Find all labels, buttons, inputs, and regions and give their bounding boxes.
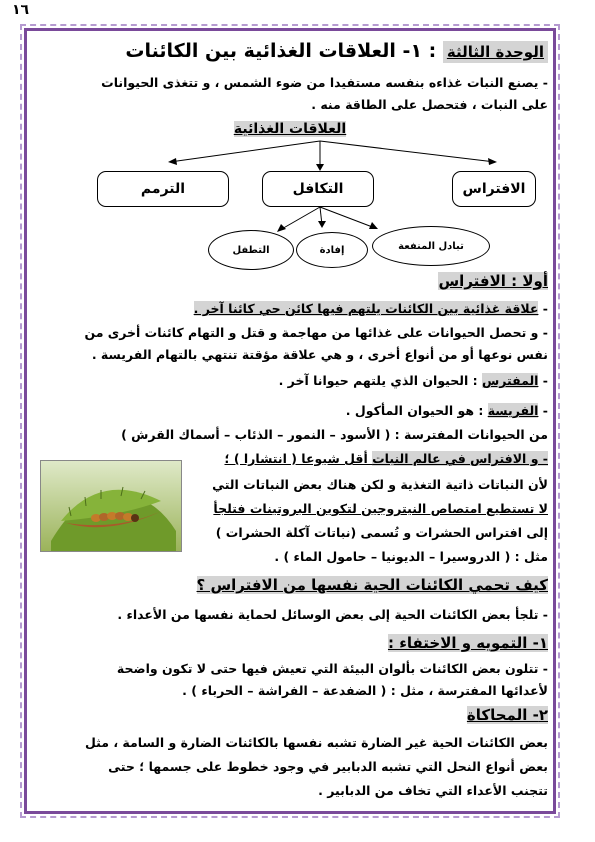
- arrow-line-predation: [320, 141, 495, 162]
- camouflage-heading: ١- التمويه و الاختفاء :: [387, 634, 548, 652]
- arrowhead: [369, 222, 378, 229]
- arrowhead: [318, 221, 326, 228]
- page-number: ١٦: [12, 2, 30, 18]
- arrow-line-mutualism: [320, 207, 375, 228]
- prey-definition: - الفريسة : هو الحيوان المأكول .: [345, 403, 548, 418]
- unit-label: الوحدة الثالثة: [443, 41, 548, 63]
- box-predation: الافتراس: [452, 171, 536, 207]
- arrowhead: [316, 164, 324, 171]
- predator-examples: من الحيوانات المفترسة : ( الأسود – النمور – الذئاب – أسماك القرش ): [121, 427, 548, 442]
- section1-heading: أولا : الافتراس: [438, 272, 548, 290]
- arrow-line-parasitism: [280, 207, 320, 230]
- ellipse-mutualism: تبادل المنفعة: [372, 226, 490, 266]
- ellipse-parasitism: التطفل: [208, 230, 294, 270]
- arrowhead: [277, 224, 286, 232]
- arrowhead: [488, 158, 497, 165]
- section2-heading: كيف تحمي الكائنات الحية نفسها من الافتراس ؟: [196, 576, 548, 594]
- box-scavenging: الترمم: [97, 171, 229, 207]
- intro-line-1: - يصنع النبات غذاءه بنفسه مستفيدا من ضوء الشمس ، و تتغذى الحيوانات: [101, 75, 548, 90]
- plants-predation: - و الافتراس في عالم النبات أقل شيوعا ( انتشارا ) ؛: [224, 451, 548, 466]
- box-symbiosis: التكافل: [262, 171, 374, 207]
- plants-line-1: لأن النباتات ذاتية التغذية و لكن هناك بعض النباتات التي: [212, 477, 548, 492]
- title-text: : ١- العلاقات الغذائية بين الكائنات: [125, 40, 443, 62]
- mimicry-line-1: بعض الكائنات الحية غير الضارة تشبه نفسها بالكائنات الضارة و السامة ، مثل: [84, 735, 548, 750]
- ellipse-commensalism: إفادة: [296, 232, 368, 268]
- section2-intro: - تلجأ بعض الكائنات الحية إلى بعض الوسائل لحماية نفسها من الأعداء .: [117, 607, 548, 622]
- section1-desc-2: نفس نوعها أو من أنواع أخرى ، و هي علاقة مؤقتة تنتهي بالتهام الفريسة .: [91, 347, 548, 362]
- intro-line-2: على النبات ، فتحصل على الطاقة منه .: [311, 97, 548, 112]
- diagram-heading: العلاقات الغذائية: [233, 121, 347, 137]
- section1-definition: - علاقة غذائية بين الكائنات يلتهم فيها كائن حي كائنا آخر .: [193, 301, 548, 316]
- section1-desc-1: - و تحصل الحيوانات على غذائها من مهاجمة و قتل و التهام كائنات أخرى من: [84, 325, 548, 340]
- venus-flytrap-picture: [40, 460, 182, 552]
- mimicry-line-3: تتجنب الأعداء التي تخاف من الدبابير .: [318, 783, 548, 798]
- mimicry-line-2: بعض أنواع النحل التي تشبه الدبابير في وجود خطوط على جسمها ؛ حتى: [108, 759, 548, 774]
- plants-line-3: إلى افتراس الحشرات و تُسمى (نباتات آكلة الحشرات ): [215, 525, 548, 540]
- camouflage-line-1: - تتلون بعض الكائنات بألوان البيئة التي تعيش فيها حتى لا تكون واضحة: [116, 661, 548, 676]
- arrow-line-scavenging: [170, 141, 320, 162]
- arrowhead: [168, 158, 177, 165]
- mimicry-heading: ٢- المحاكاة: [466, 706, 548, 724]
- plants-line-4: مثل : ( الدروسيرا – الديونيا – حامول الماء ) .: [274, 549, 548, 564]
- plants-line-2: لا تستطيع امتصاص النيتروجين لتكوين البروتينات فتلجأ: [213, 501, 548, 516]
- predator-definition: - المفترس : الحيوان الذي يلتهم حيوانا آخر .: [278, 373, 548, 388]
- camouflage-line-2: لأعدائها المفترسة ، مثل : ( الضفدعة – الفراشة – الحرباء ) .: [182, 683, 548, 698]
